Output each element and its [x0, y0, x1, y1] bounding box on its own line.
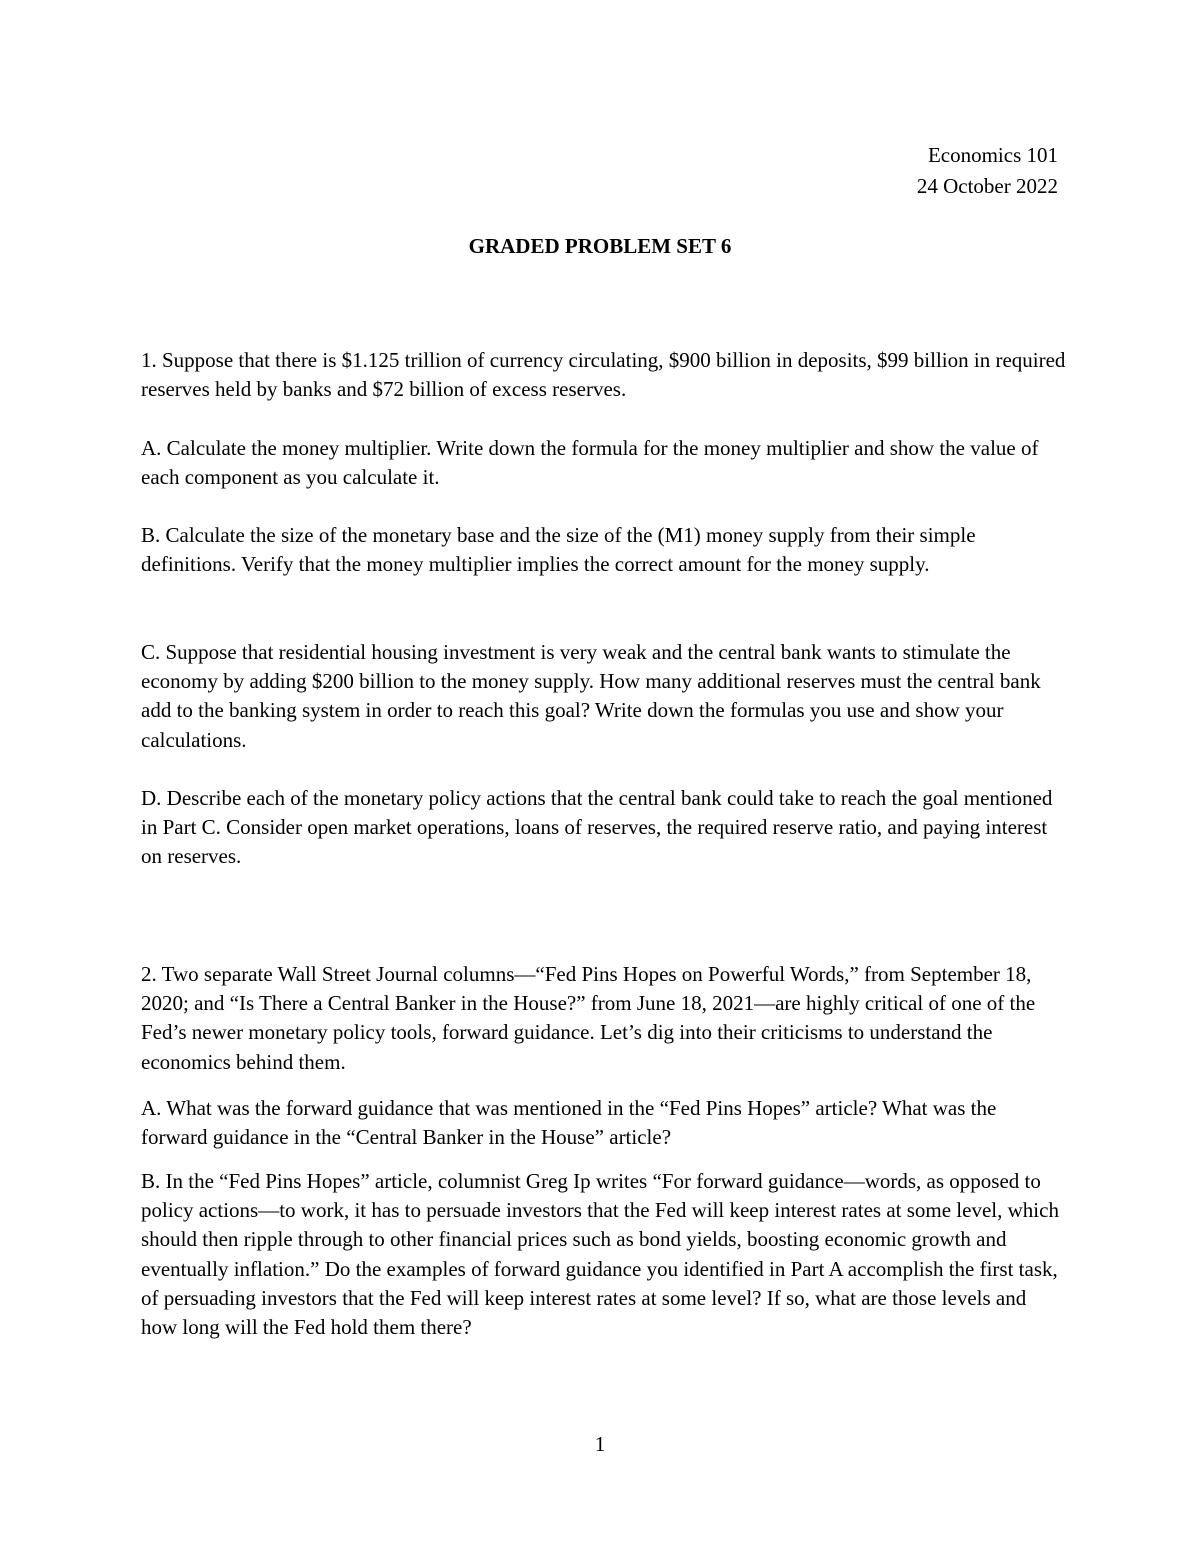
question-2-part-a: A. What was the forward guidance that was mentioned in the “Fed Pins Hopes” article? What was the forward guidance in the “Central Banker in the House” article?: [141, 1096, 997, 1150]
question-1-part-c: C. Suppose that residential housing investment is very weak and the central bank wants to stimulate the economy by adding $200 billion to the money supply. How many additional reserves must the central bank add to the banking system in order to reach this goal? Write down the formulas you use and show your calculations.: [141, 640, 1041, 752]
question-1-part-b: B. Calculate the size of the monetary base and the size of the (M1) money supply from their simple definitions. Verify that the money multiplier implies the correct amount for the money supply.: [141, 523, 976, 577]
page-title: GRADED PROBLEM SET 6: [468, 234, 732, 258]
question-1-part-d: D. Describe each of the monetary policy actions that the central bank could take to reach the goal mentioned in Part C. Consider open market operations, loans of reserves, the required reserve ratio, and paying interest on reserves.: [141, 786, 1053, 869]
question-2-part-b: B. In the “Fed Pins Hopes” article, columnist Greg Ip writes “For forward guidance—words, as opposed to policy actions—to work, it has to persuade investors that the Fed will keep interest rates at some level, which should then ripple through to other financial prices such as bond yields, boosting economic growth and eventually inflation.” Do the examples of forward guidance you identified in Part A accomplish the first task, of persuading investors that the Fed will keep interest rates at some level? If so, what are those levels and how long will the Fed hold them there?: [141, 1169, 1059, 1340]
course-name: Economics 101: [927, 143, 1058, 167]
question-1-part-a: A. Calculate the money multiplier. Write down the formula for the money multiplier and show the value of each component as you calculate it.: [141, 436, 1039, 490]
document-header: [917, 140, 1058, 202]
document-date: 24 October 2022: [916, 174, 1058, 198]
question-1-intro: 1. Suppose that there is $1.125 trillion of currency circulating, $900 billion in deposits, $99 billion in required reserves held by banks and $72 billion of excess reserves.: [141, 348, 1066, 402]
page-number: 1: [594, 1432, 606, 1456]
question-2-intro: 2. Two separate Wall Street Journal columns—“Fed Pins Hopes on Powerful Words,” from September 18, 2020; and “Is There a Central Banker in the House?” from June 18, 2021—are highly critical of one of the Fed’s newer monetary policy tools, forward guidance. Let’s dig into their criticisms to understand the economics behind them.: [141, 962, 1036, 1074]
